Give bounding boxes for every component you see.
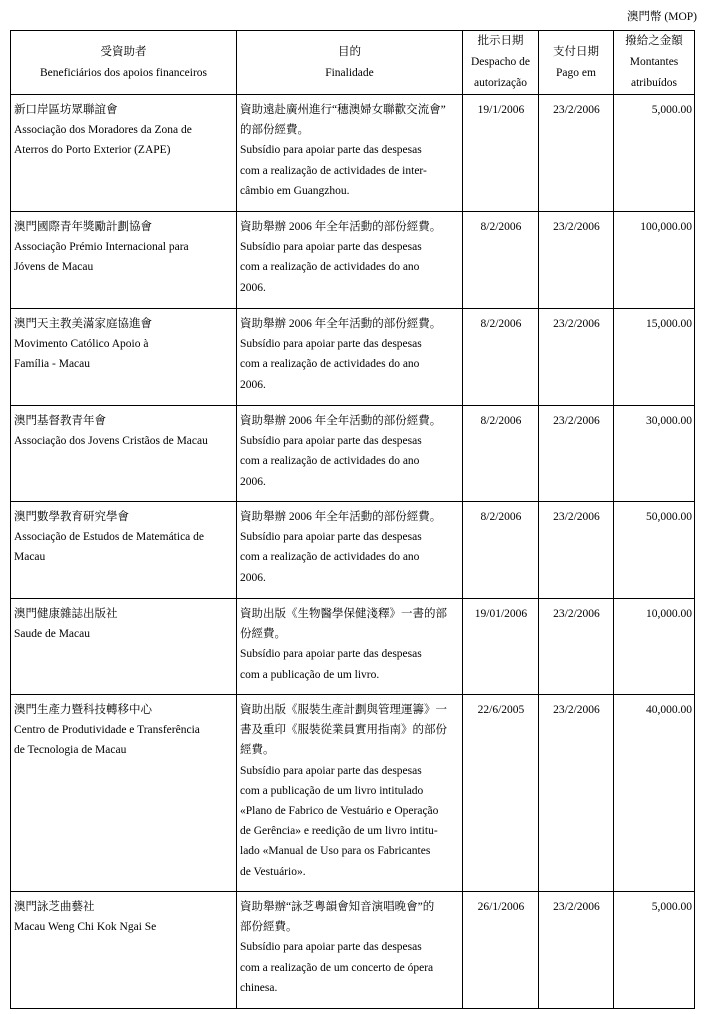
beneficiary-name-pt: Associação dos Jovens Cristãos de Macau (14, 435, 208, 448)
purpose-text-zh: 資助舉辦 2006 年全年活動的部份經費。 (240, 221, 442, 233)
beneficiary-name-pt: Aterros do Porto Exterior (ZAPE) (14, 144, 171, 157)
beneficiary-name-pt: Centro de Produtividade e Transferência (14, 724, 200, 737)
purpose-text-pt: Subsídio para apoiar parte das despesas (240, 648, 422, 661)
purpose-text-pt: com a realização de actividades do ano (240, 551, 420, 564)
purpose-text-pt: Subsídio para apoiar parte das despesas (240, 144, 422, 157)
header-purpose-zh: 目的 (338, 45, 361, 58)
payment-date-cell: 23/2/2006 (539, 406, 614, 502)
amount-cell: 15,000.00 (614, 309, 695, 406)
beneficiary-name-pt: Associação dos Moradores da Zona de (14, 124, 192, 137)
header-dispatch-zh: 批示日期 (477, 35, 524, 47)
dispatch-date-cell: 8/2/2006 (463, 309, 539, 406)
purpose-cell (237, 309, 463, 406)
dispatch-date-cell: 8/2/2006 (463, 212, 539, 309)
beneficiary-cell (11, 95, 237, 212)
grants-table (10, 30, 695, 1009)
dispatch-date-cell: 26/1/2006 (463, 892, 539, 1009)
table-row (11, 695, 695, 892)
purpose-text-pt: com a realização de actividades do ano (240, 358, 420, 371)
purpose-text-pt: com a realização de actividades de inter- (240, 164, 427, 177)
beneficiary-cell (11, 212, 237, 309)
purpose-text-pt: de Vestuário». (240, 865, 306, 878)
beneficiary-cell (11, 892, 237, 1009)
beneficiary-name-pt: de Tecnologia de Macau (14, 744, 127, 757)
table-row (11, 212, 695, 309)
purpose-text-pt: 2006. (240, 281, 266, 294)
purpose-text-zh: 的部份經費。 (240, 124, 309, 137)
table-row (11, 892, 695, 1009)
table-row (11, 95, 695, 212)
beneficiary-name-pt: Associação de Estudos de Matemática de (14, 531, 205, 544)
header-payment-date (539, 31, 614, 95)
beneficiary-name-pt: Macau (14, 551, 46, 564)
header-dispatch-pt-1: Despacho de (470, 56, 531, 68)
purpose-cell (237, 892, 463, 1009)
purpose-text-zh: 經費。 (240, 744, 275, 757)
table-row (11, 599, 695, 695)
amount-cell: 40,000.00 (614, 695, 695, 892)
dispatch-date-cell: 22/6/2005 (463, 695, 539, 892)
amount-cell: 50,000.00 (614, 502, 695, 599)
header-dispatch-pt-2: autorização (474, 77, 527, 89)
beneficiary-name-zh: 澳門生產力暨科技轉移中心 (14, 704, 152, 716)
dispatch-date-cell: 19/01/2006 (463, 599, 539, 695)
purpose-text-pt: com a realização de actividades do ano (240, 455, 420, 468)
purpose-text-pt: Subsídio para apoiar parte das despesas (240, 531, 422, 544)
purpose-text-zh: 資助出版《服裝生產計劃與管理運籌》一 (240, 704, 447, 716)
purpose-text-zh: 資助舉辦 2006 年全年活動的部份經費。 (240, 318, 442, 330)
currency-label: 澳門幣 (MOP) (627, 11, 697, 23)
beneficiary-name-pt: Macau Weng Chi Kok Ngai Se (14, 921, 157, 934)
purpose-text-zh: 部份經費。 (240, 921, 298, 934)
payment-date-cell: 23/2/2006 (539, 695, 614, 892)
purpose-text-pt: 2006. (240, 378, 266, 391)
purpose-text-zh: 書及重印《服裝從業員實用指南》的部份 (240, 724, 447, 737)
dispatch-date-cell: 19/1/2006 (463, 95, 539, 212)
beneficiary-name-zh: 澳門基督教青年會 (14, 415, 106, 427)
purpose-text-zh: 份經費。 (240, 628, 286, 641)
dispatch-date-cell: 8/2/2006 (463, 502, 539, 599)
purpose-text-pt: com a publicação de um livro. (240, 668, 380, 681)
amount-cell: 100,000.00 (614, 212, 695, 309)
purpose-text-pt: 2006. (240, 475, 266, 488)
beneficiary-name-pt: Associação Prémio Internacional para (14, 241, 189, 254)
amount-cell: 30,000.00 (614, 406, 695, 502)
beneficiary-name-zh: 澳門天主教美滿家庭協進會 (14, 318, 152, 330)
beneficiary-cell (11, 406, 237, 502)
table-header-row (11, 31, 695, 95)
beneficiary-cell (11, 502, 237, 599)
purpose-text-pt: Subsídio para apoiar parte das despesas (240, 241, 422, 254)
purpose-text-pt: com a realização de actividades do ano (240, 261, 420, 274)
beneficiary-name-pt: Família - Macau (14, 358, 91, 371)
beneficiary-cell (11, 695, 237, 892)
beneficiary-cell (11, 309, 237, 406)
purpose-text-pt: Subsídio para apoiar parte das despesas (240, 338, 422, 351)
header-purpose (237, 31, 463, 95)
header-beneficiary-pt: Beneficiários dos apoios financeiros (39, 66, 208, 79)
purpose-cell (237, 212, 463, 309)
purpose-text-zh: 資助出版《生物醫學保健淺釋》一書的部 (240, 608, 447, 620)
purpose-text-pt: 2006. (240, 571, 266, 584)
purpose-text-pt: «Plano de Fabrico de Vestuário e Operação (240, 805, 439, 818)
purpose-text-pt: câmbio em Guangzhou. (240, 184, 350, 197)
purpose-text-zh: 資助遠赴廣州進行“穗澳婦女聯歡交流會” (240, 104, 446, 116)
table-row (11, 309, 695, 406)
payment-date-cell: 23/2/2006 (539, 212, 614, 309)
beneficiary-name-pt: Movimento Católico Apoio à (14, 338, 149, 351)
header-dispatch-date (463, 31, 539, 95)
purpose-text-pt: lado «Manual de Uso para os Fabricantes (240, 845, 431, 858)
beneficiary-name-pt: Saude de Macau (14, 628, 90, 641)
table-row (11, 502, 695, 599)
amount-cell: 10,000.00 (614, 599, 695, 695)
purpose-cell (237, 502, 463, 599)
payment-date-cell: 23/2/2006 (539, 309, 614, 406)
beneficiary-name-zh: 澳門健康雜誌出版社 (14, 608, 118, 620)
header-amount-pt-2: atribuídos (631, 77, 677, 89)
purpose-cell (237, 695, 463, 892)
beneficiary-name-zh: 澳門國際青年獎勵計劃協會 (14, 221, 152, 233)
payment-date-cell: 23/2/2006 (539, 95, 614, 212)
purpose-text-pt: chinesa. (240, 981, 278, 994)
beneficiary-name-zh: 澳門數學教育研究學會 (14, 511, 129, 523)
beneficiary-name-pt: Jóvens de Macau (14, 261, 94, 274)
payment-date-cell: 23/2/2006 (539, 892, 614, 1009)
purpose-text-zh: 資助舉辦“詠芝粵韻會知音演唱晚會”的 (240, 901, 435, 913)
header-payment-pt: Pago em (556, 66, 596, 79)
header-beneficiary (11, 31, 237, 95)
header-amount (614, 31, 695, 95)
amount-cell: 5,000.00 (614, 892, 695, 1009)
amount-cell: 5,000.00 (614, 95, 695, 212)
header-amount-zh: 撥給之金額 (625, 35, 683, 47)
purpose-text-pt: Subsídio para apoiar parte das despesas (240, 435, 422, 448)
purpose-text-pt: de Gerência» e reedição de um livro intitu- (240, 825, 438, 838)
header-beneficiary-zh: 受資助者 (100, 45, 147, 58)
purpose-text-zh: 資助舉辦 2006 年全年活動的部份經費。 (240, 415, 442, 427)
header-purpose-pt: Finalidade (325, 66, 374, 79)
purpose-text-pt: com a realização de um concerto de ópera (240, 961, 434, 974)
purpose-text-pt: Subsídio para apoiar parte das despesas (240, 941, 422, 954)
beneficiary-cell (11, 599, 237, 695)
purpose-cell (237, 599, 463, 695)
purpose-text-zh: 資助舉辦 2006 年全年活動的部份經費。 (240, 511, 442, 523)
header-amount-pt-1: Montantes (629, 56, 679, 68)
purpose-text-pt: Subsídio para apoiar parte das despesas (240, 764, 422, 777)
purpose-cell (237, 406, 463, 502)
beneficiary-name-zh: 新口岸區坊眾聯誼會 (14, 104, 118, 116)
dispatch-date-cell: 8/2/2006 (463, 406, 539, 502)
purpose-text-pt: com a publicação de um livro intitulado (240, 784, 424, 797)
table-row (11, 406, 695, 502)
purpose-cell (237, 95, 463, 212)
payment-date-cell: 23/2/2006 (539, 599, 614, 695)
header-payment-zh: 支付日期 (553, 45, 599, 58)
beneficiary-name-zh: 澳門詠芝曲藝社 (14, 901, 95, 913)
payment-date-cell: 23/2/2006 (539, 502, 614, 599)
